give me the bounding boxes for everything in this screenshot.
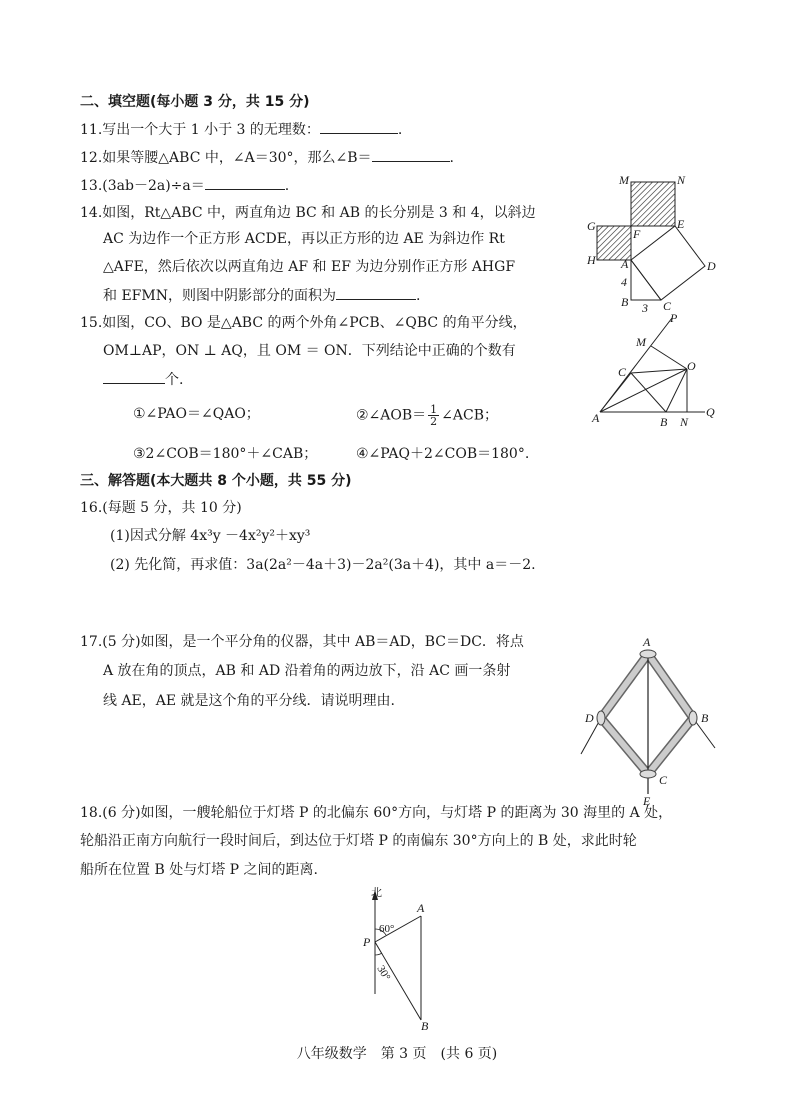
- q15-option-2-post: ∠ACB；: [441, 407, 499, 424]
- question-12: [80, 147, 454, 168]
- square-ahgf: [597, 226, 631, 260]
- q11-text: 11.写出一个大于 1 小于 3 的无理数：: [80, 122, 320, 138]
- label-g: G: [587, 219, 596, 233]
- label-m: M: [636, 335, 646, 349]
- q15-option-1: ①∠PAO＝∠QAO；: [133, 406, 260, 422]
- figure-q15: [590, 312, 725, 436]
- q15-line-3-text: 个.: [165, 372, 184, 388]
- section3-title: 三、解答题(本大题共 8 个小题，共 55 分): [80, 473, 352, 489]
- q17-line-1: 17.(5 分)如图，是一个平分角的仪器，其中 AB＝AD，BC＝DC．将点: [80, 634, 524, 650]
- label-e: E: [677, 217, 685, 231]
- pivot-d: [597, 711, 605, 725]
- segment-co: [631, 369, 687, 373]
- question-11: [80, 119, 402, 140]
- label-d: D: [707, 259, 716, 273]
- q13-answer-blank[interactable]: [205, 175, 285, 190]
- label-n: N: [680, 415, 689, 429]
- q14-line-4: [103, 285, 420, 306]
- q17-line-3: 线 AE，AE 就是这个角的平分线．请说明理由.: [103, 693, 396, 709]
- label-p: P: [363, 935, 371, 949]
- pivot-c: [640, 770, 656, 778]
- square-acde: [631, 226, 705, 300]
- q15-option-3: ③2∠COB＝180°＋∠CAB；: [133, 446, 318, 462]
- q15-option-4: ④∠PAQ＋2∠COB＝180°.: [356, 446, 530, 462]
- q15-option-2-pre: ②∠AOB＝: [356, 407, 427, 424]
- label-e: E: [643, 794, 651, 807]
- label-60-degree: 60°: [379, 923, 395, 935]
- fraction-numerator: 1: [430, 403, 438, 416]
- pivot-b: [689, 711, 697, 725]
- label-m: M: [619, 173, 629, 187]
- q12-answer-blank[interactable]: [372, 147, 450, 162]
- figure-q17-svg: [575, 632, 725, 807]
- q11-end: .: [397, 122, 403, 138]
- pivot-a: [640, 650, 656, 658]
- square-efmn: [631, 182, 675, 226]
- figure-q17: [575, 632, 725, 811]
- segment-om: [651, 346, 687, 369]
- label-4: 4: [621, 275, 627, 289]
- segment-ac: [600, 373, 631, 412]
- q11-answer-blank[interactable]: [320, 119, 398, 134]
- q14-line-4-text: 和 EFMN，则图中阴影部分的面积为: [103, 288, 336, 304]
- q15-line-3: [103, 369, 183, 390]
- question-13: [80, 175, 289, 196]
- label-c: C: [663, 299, 672, 313]
- instrument-arms: [601, 654, 693, 774]
- fraction-one-half: [428, 404, 439, 427]
- label-h: H: [587, 253, 596, 267]
- q16-part-1: (1)因式分解 4x³y －4x²y²＋xy³: [110, 528, 311, 544]
- label-b: B: [621, 295, 629, 309]
- figure-q14: [585, 170, 725, 324]
- q14-line-1: 14.如图，Rt△ABC 中，两直角边 BC 和 AB 的长分别是 3 和 4，以斜边: [80, 205, 536, 221]
- label-a: A: [621, 257, 629, 271]
- section2-title: 二、填空题(每小题 3 分，共 15 分): [80, 94, 310, 110]
- label-n: N: [677, 173, 686, 187]
- figure-q15-svg: [590, 312, 725, 432]
- label-d: D: [585, 711, 594, 725]
- angle-arc-30: [375, 953, 382, 955]
- q18-line-2: 轮船沿正南方向航行一段时间后，到达位于灯塔 P 的南偏东 30°方向上的 B 处，求此时轮: [80, 833, 637, 849]
- figure-q18: [355, 882, 455, 1036]
- label-a: A: [592, 411, 600, 425]
- q18-line-1: 18.(6 分)如图，一艘轮船位于灯塔 P 的北偏东 60°方向，与灯塔 P 的距离为 30 海里的 A 处，: [80, 805, 673, 821]
- hypotenuse-ac: [631, 260, 661, 300]
- label-f: F: [633, 227, 641, 241]
- q16-head: 16.(每题 5 分，共 10 分): [80, 500, 242, 516]
- label-a: A: [417, 901, 425, 915]
- label-a: A: [643, 635, 651, 649]
- figure-q14-svg: [585, 170, 725, 320]
- label-q: Q: [706, 405, 715, 419]
- label-p: P: [670, 312, 678, 325]
- label-b: B: [421, 1019, 429, 1032]
- q14-end: .: [415, 288, 421, 304]
- q15-line-1: 15.如图，CO、BO 是△ABC 的两个外角∠PCB、∠QBC 的角平分线，: [80, 315, 527, 331]
- q15-line-2: OM⊥AP，ON ⊥ AQ，且 OM ＝ ON．下列结论中正确的个数有: [103, 343, 516, 359]
- q14-line-3: △AFE，然后依次以两直角边 AF 和 EF 为边分别作正方形 AHGF: [103, 259, 516, 275]
- fraction-denominator: 2: [430, 415, 438, 428]
- segment-bo: [666, 369, 687, 412]
- segment-ao: [600, 369, 687, 412]
- q17-line-2: A 放在角的顶点，AB 和 AD 沿着角的两边放下，沿 AC 画一条射: [103, 663, 511, 679]
- label-30-degree: 30°: [374, 963, 393, 983]
- label-c: C: [618, 365, 627, 379]
- q18-line-3: 船所在位置 B 处与灯塔 P 之间的距离.: [80, 862, 318, 878]
- q12-text: 12.如果等腰△ABC 中，∠A＝30°，那么∠B＝: [80, 150, 372, 166]
- label-north: 北: [371, 887, 382, 899]
- q16-part-2: (2) 先化简，再求值：3a(2a²－4a＋3)－2a²(3a＋4)，其中 a＝－2.: [110, 557, 536, 573]
- label-b: B: [660, 415, 668, 429]
- q13-end: .: [284, 178, 290, 194]
- q15-option-2: [356, 404, 498, 427]
- label-3: 3: [642, 301, 648, 315]
- q12-end: .: [449, 150, 454, 166]
- segment-cb: [631, 373, 666, 412]
- q14-line-2: AC 为边作一个正方形 ACDE，再以正方形的边 AE 为斜边作 Rt: [103, 231, 505, 247]
- page-footer: 八年级数学 第 3 页 (共 6 页): [296, 1046, 498, 1062]
- q15-answer-blank[interactable]: [103, 369, 165, 384]
- label-o: O: [687, 359, 696, 373]
- label-c: C: [659, 773, 668, 787]
- figure-q18-svg: [355, 882, 455, 1032]
- label-b: B: [701, 711, 709, 725]
- q13-text: 13.(3ab－2a)÷a＝: [80, 178, 205, 194]
- q14-answer-blank[interactable]: [336, 285, 416, 300]
